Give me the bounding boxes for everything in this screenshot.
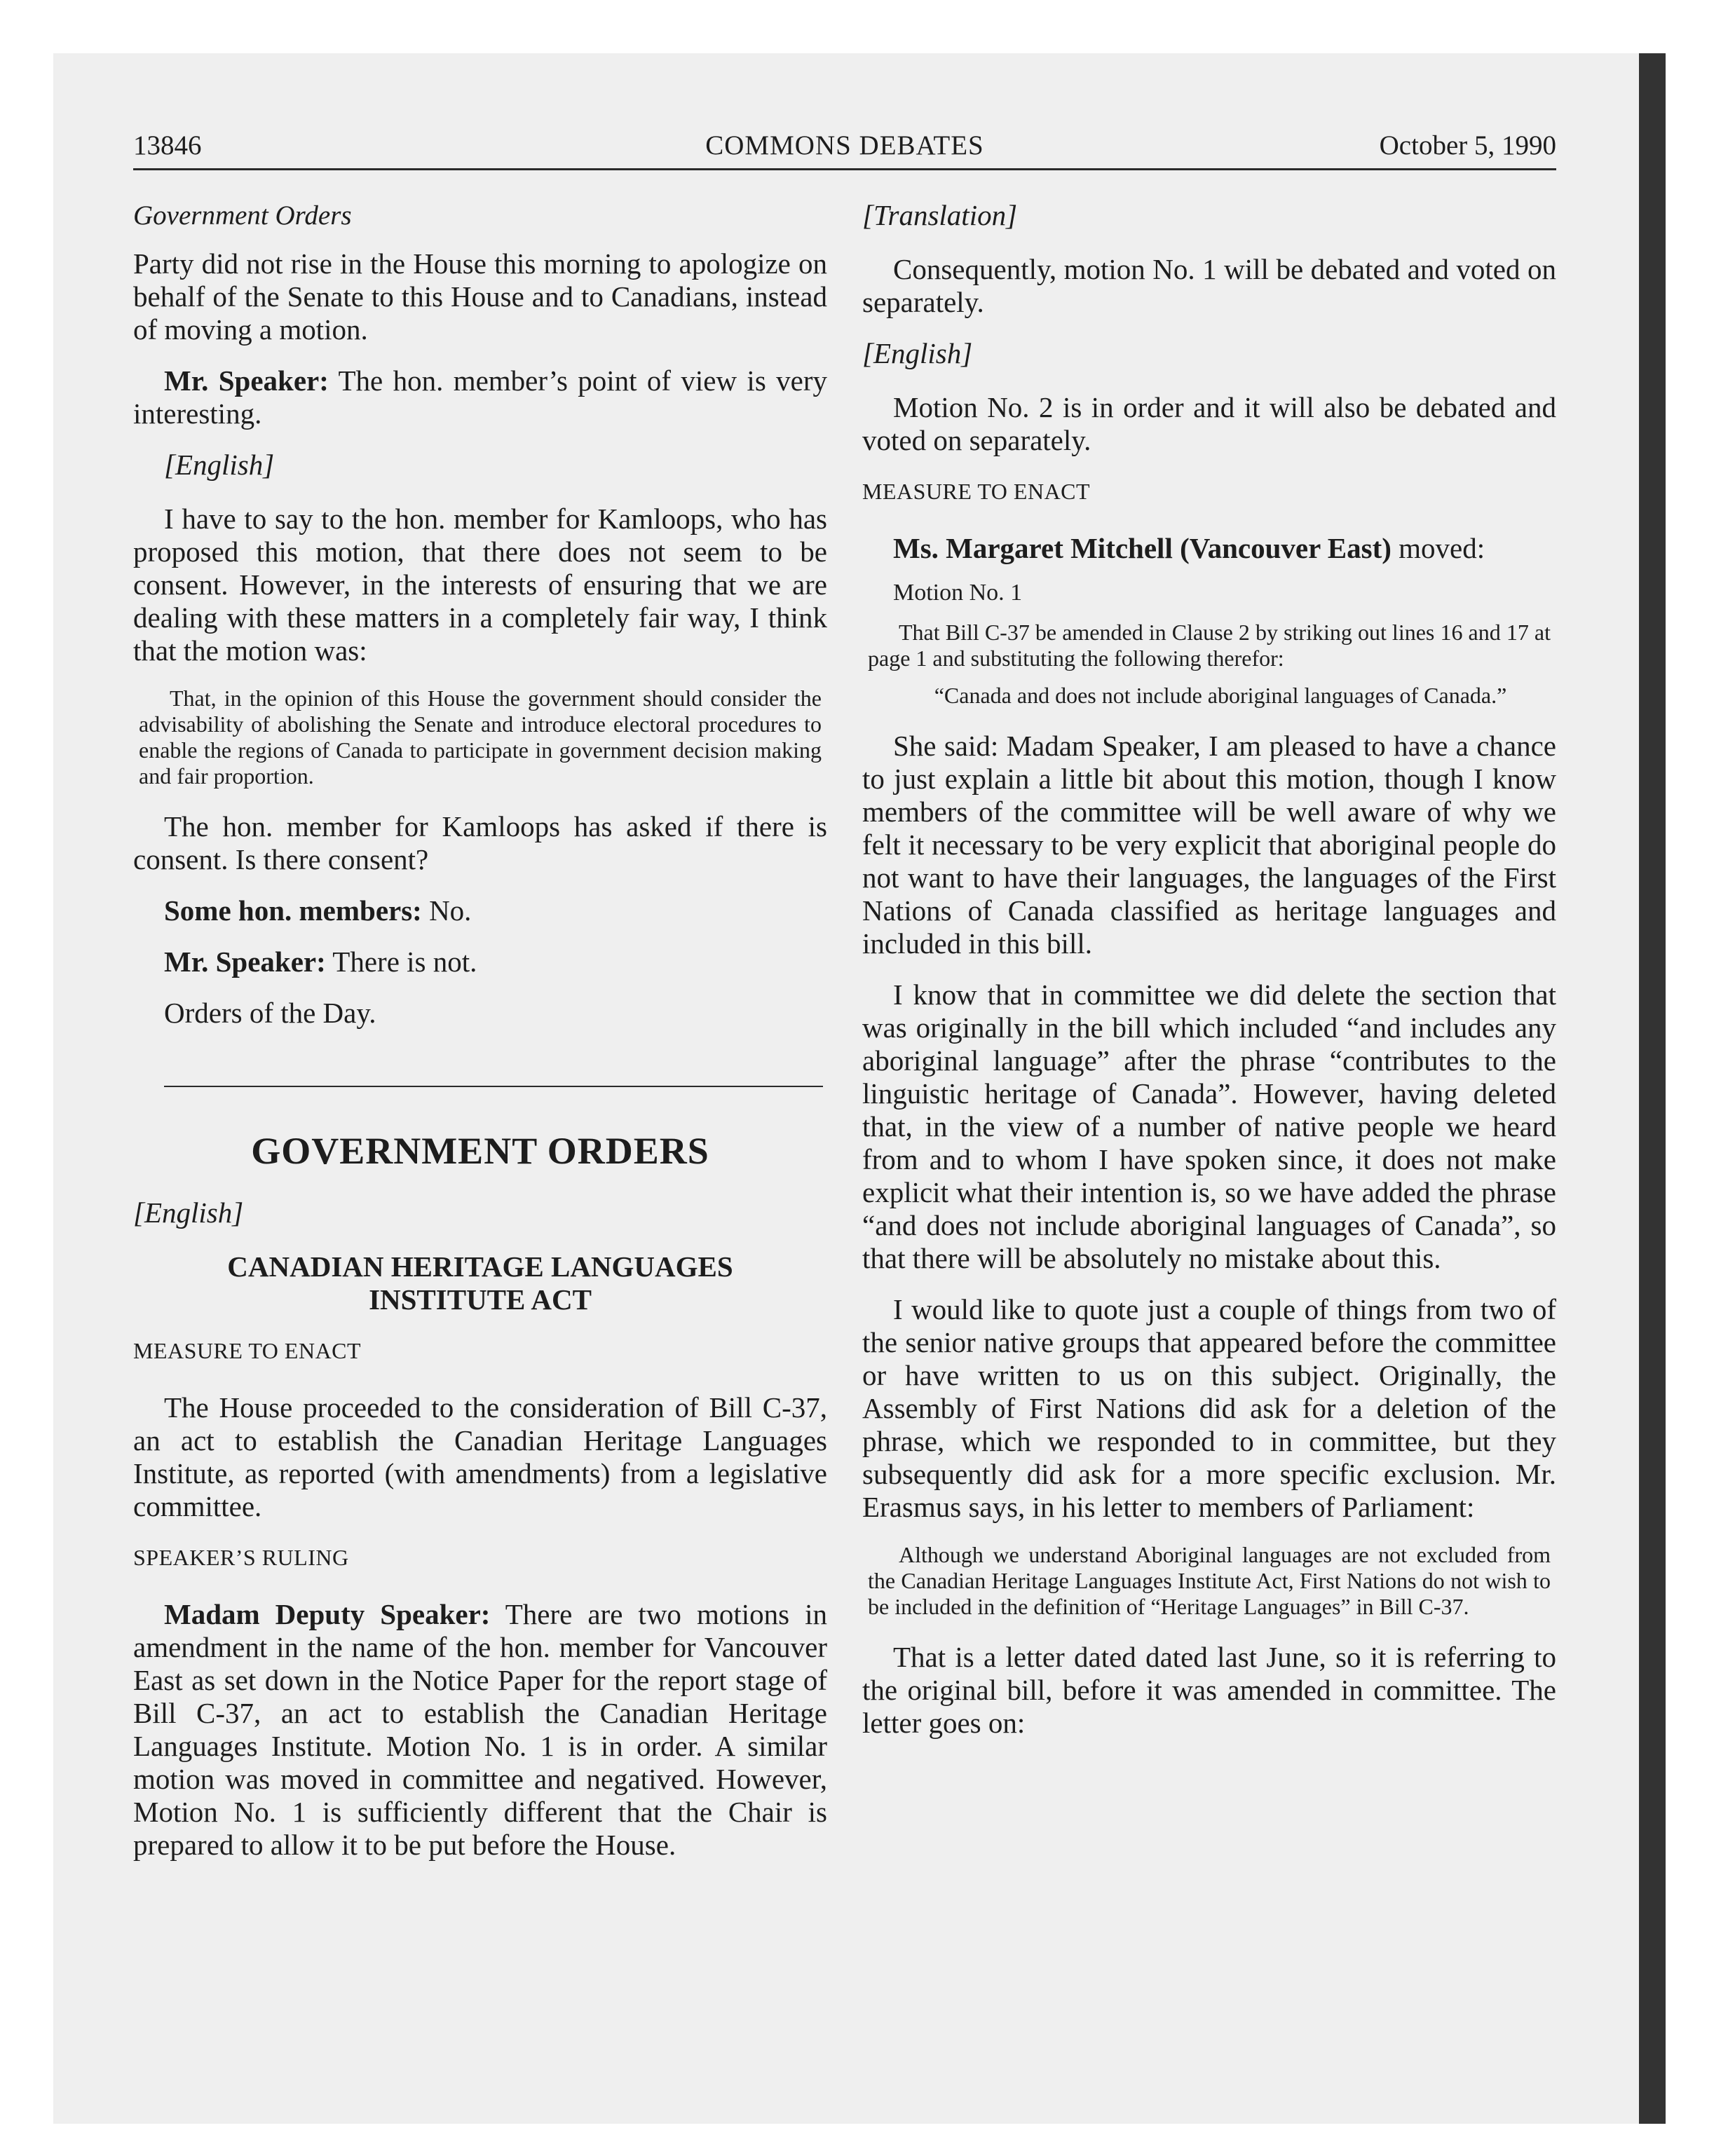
header-rule (133, 168, 1556, 170)
motion-quote: That, in the opinion of this House the government should consider the advisability of abolishing the Senate and introduce electoral procedures to enable the regions of Canada to participate in government decision making and fair proportion. (139, 685, 822, 789)
page-number: 13846 (133, 130, 202, 161)
speech (133, 946, 827, 978)
paragraph: I have to say to the hon. member for Kamloops, who has proposed this motion, that there does not seem to be consent. However, in the interests of ensuring that we are dealing with these matters in a completely fair way, I think that the motion was: (133, 503, 827, 667)
speaker-name: Mr. Speaker: (164, 364, 329, 397)
speech-text: There is not. (325, 946, 477, 978)
language-marker: [Translation] (862, 199, 1018, 231)
paragraph: I would like to quote just a couple of things from two of the senior native groups that appeared before the committee or have written to us on this subject. Originally, the Assembly of First Nations did ask for a deletion of the phrase, which we responded to in committee, but they subsequently did ask for a more specific exclusion. Mr. Erasmus says, in his letter to members of Parliament: (862, 1293, 1556, 1523)
language-marker: [English] (862, 337, 973, 369)
section-divider (164, 1086, 823, 1087)
section-title: GOVERNMENT ORDERS (251, 1130, 709, 1172)
speech-text: No. (421, 894, 472, 927)
letter-quote: Although we understand Aboriginal languages are not excluded from the Canadian Heritage Languages Institute Act, First Nations do not wish to be included in the definition of “Heritage Languages” in Bill C-37. (868, 1542, 1551, 1619)
speech-text: There are two motions in amendment in the name of the hon. member for Vancouver East as set down in the Notice Paper for the report stage of Bill C-37, an act to establish the Canadian Heritage Languages Institute. Motion No. 1 is in order. A similar motion was moved in committee and negatived. However, Motion No. 1 is sufficiently different that the Chair is prepared to allow it to be put before the House. (133, 1598, 828, 1861)
subheading: SPEAKER’S RULING (133, 1545, 349, 1570)
motion-mover (862, 532, 1556, 565)
speaker-name: Some hon. members: (164, 894, 422, 927)
running-head (133, 125, 1556, 167)
right-column (862, 199, 1556, 1758)
subheading: MEASURE TO ENACT (133, 1338, 362, 1363)
language-marker: [English] (133, 1196, 244, 1229)
language-marker: [English] (164, 449, 275, 481)
section-header: Government Orders (133, 200, 352, 231)
paragraph: The hon. member for Kamloops has asked if there is consent. Is there consent? (133, 810, 827, 875)
publication-date: October 5, 1990 (1379, 130, 1556, 161)
subheading: MEASURE TO ENACT (862, 479, 1091, 504)
bill-title: CANADIAN HERITAGE LANGUAGES INSTITUTE ACT (227, 1250, 733, 1316)
paragraph: That is a letter dated dated last June, so it is referring to the original bill, before it was amended in committee. The letter goes on: (862, 1641, 1556, 1739)
paragraph: Party did not rise in the House this morning to apologize on behalf of the Senate to this House and to Canadians, instead of moving a motion. (133, 247, 827, 346)
motion-label: Motion No. 1 (893, 580, 1023, 606)
scan-edge-shadow (1639, 53, 1666, 2124)
speaker-name: Ms. Margaret Mitchell (Vancouver East) (893, 532, 1392, 564)
speech (133, 364, 827, 430)
paragraph: Orders of the Day. (164, 997, 376, 1029)
paragraph: I know that in committee we did delete the section that was originally in the bill which included “and includes any aboriginal language” after the phrase “contributes to the linguistic heritage of Canada”. However, having deleted that, in the view of a number of native people we heard from and to whom I have spoken since, it does not make explicit what their intention is, so we have added the phrase “and does not include aboriginal languages of Canada”, so that there will be absolutely no mistake about this. (862, 978, 1556, 1274)
motion-quote: “Canada and does not include aboriginal languages of Canada.” (934, 683, 1507, 708)
speech-text: moved: (1391, 532, 1485, 564)
speaker-name: Mr. Speaker: (164, 946, 326, 978)
paragraph: Motion No. 2 is in order and it will also be debated and voted on separately. (862, 391, 1556, 456)
speech-text: The hon. member’s point of view is very interesting. (133, 364, 827, 430)
speaker-name: Madam Deputy Speaker: (164, 1598, 491, 1630)
left-column (133, 199, 827, 1880)
motion-text: That Bill C-37 be amended in Clause 2 by striking out lines 16 and 17 at page 1 and substituting the following therefor: (868, 620, 1551, 671)
paragraph: She said: Madam Speaker, I am pleased to have a chance to just explain a little bit about this motion, though I know members of the committee will be well aware of why we felt it necessary to be very explicit that aboriginal people do not want to have their languages, the languages of the First Nations of Canada classified as heritage languages and included in this bill. (862, 730, 1556, 960)
paragraph: The House proceeded to the consideration of Bill C-37, an act to establish the Canadian Heritage Languages Institute, as reported (with amendments) from a legislative committee. (133, 1391, 827, 1522)
paragraph: Consequently, motion No. 1 will be debated and voted on separately. (862, 253, 1556, 318)
speech (133, 1598, 827, 1862)
speech (133, 894, 827, 927)
publication-title: COMMONS DEBATES (705, 130, 984, 161)
